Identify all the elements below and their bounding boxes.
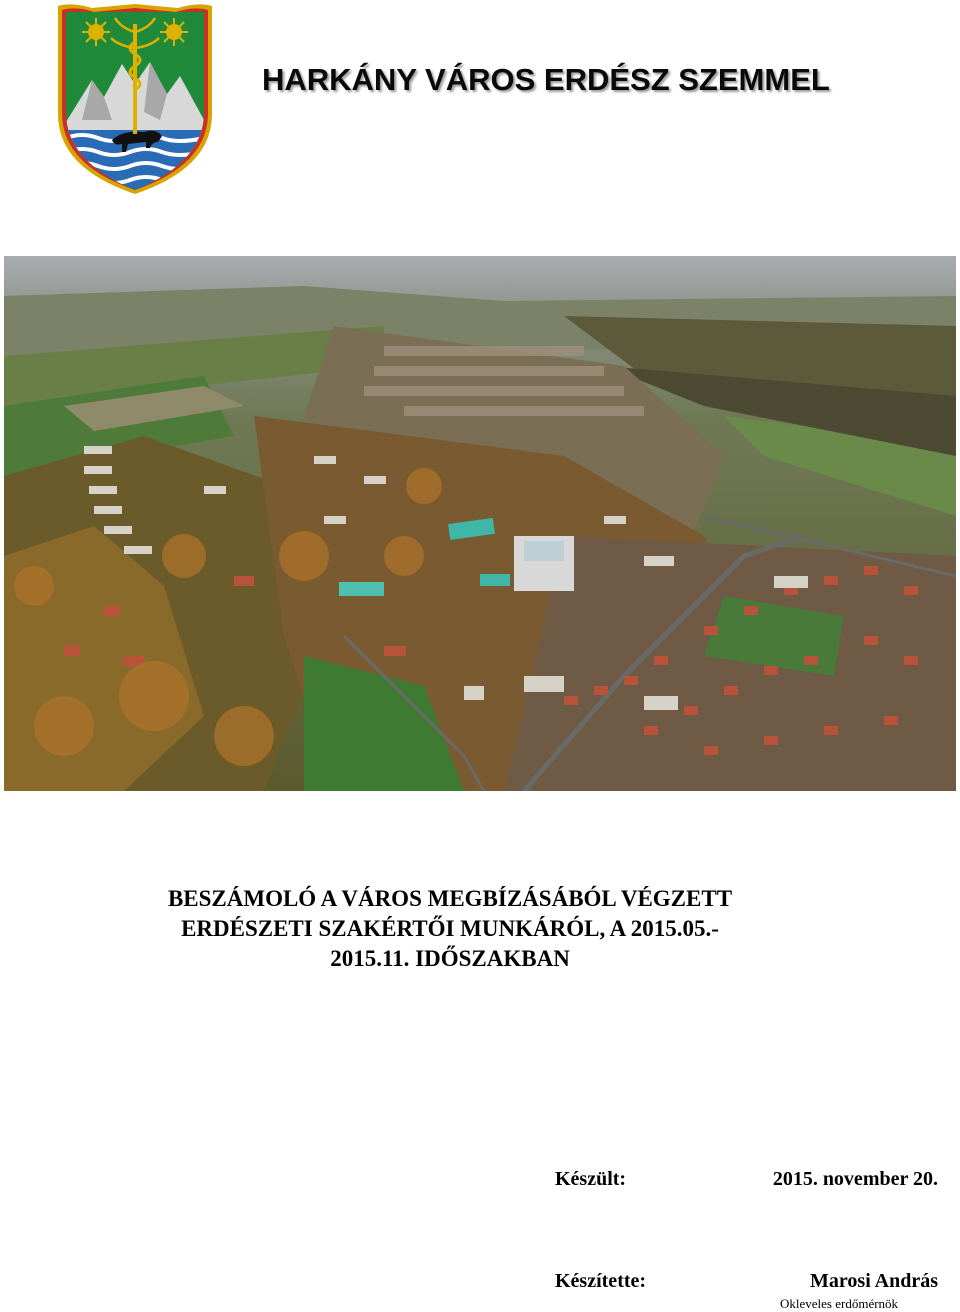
report-title xyxy=(100,884,800,974)
report-title-line-1: BESZÁMOLÓ A VÁROS MEGBÍZÁSÁBÓL VÉGZETT xyxy=(167,886,733,911)
aerial-photo-icon xyxy=(4,256,956,791)
report-title-line-3: 2015.11. IDŐSZAKBAN xyxy=(330,946,570,971)
report-title-line-2: ERDÉSZETI SZAKÉRTŐI MUNKÁRÓL, A 2015.05.- xyxy=(181,916,719,941)
author-label: Készítette: xyxy=(555,1270,647,1292)
coat-of-arms-icon xyxy=(52,2,218,194)
prepared-date: 2015. november 20. xyxy=(772,1168,938,1190)
author-title: Okleveles erdőmérnök xyxy=(780,1296,899,1311)
author-name: Marosi András xyxy=(810,1270,938,1292)
prepared-label: Készült: xyxy=(555,1168,627,1190)
page-title: HARKÁNY VÁROS ERDÉSZ SZEMMEL xyxy=(262,62,830,97)
